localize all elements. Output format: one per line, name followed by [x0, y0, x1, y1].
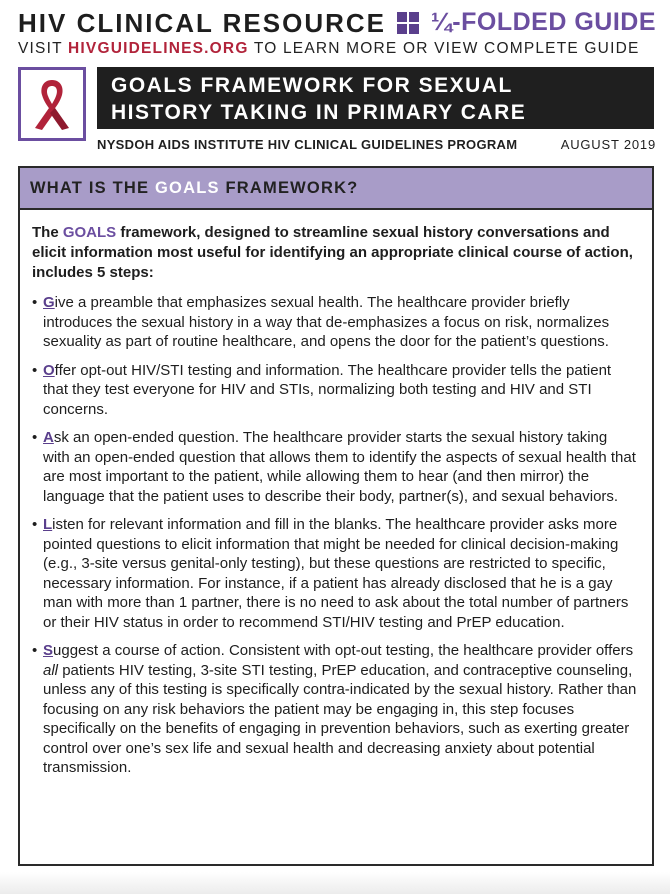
banner-title-line-1: GOALS FRAMEWORK FOR SEXUAL [111, 74, 513, 97]
step-letter: A [43, 429, 54, 446]
step-text: ive a preamble that emphasizes sexual health. The healthcare provider briefly introduces the sexual history in a way that de-emphasizes a focus on risk, normalizes sexuality as part of routine healthcare, and opens the door for the patient’s questions. [43, 294, 610, 350]
intro-goals: GOALS [62, 224, 117, 241]
step-text: isten for relevant information and fill in the blanks. The healthcare provider asks more pointed questions to elicit information that might be needed for clinical decision-making (e.g., 3-site versus genital-only testing), but these questions are restricted to specific, necessary information. For instance, if a patient has already disclosed that he is a gay man with more than 1 partner, there is no need to ask about the total number of partners or their HIV status in order to recommend STI/HIV testing and PrEP education. [43, 516, 629, 631]
intro-rest: framework, designed to streamline sexual history conversations and elicit information most useful for identifying an appropriate clinical course of action, includes 5 steps: [32, 224, 633, 281]
bullet: • [32, 516, 38, 533]
program-name: NYSDOH AIDS INSTITUTE HIV CLINICAL GUIDELINES PROGRAM [97, 137, 518, 152]
publication-date: AUGUST 2019 [560, 137, 656, 152]
intro-paragraph [32, 223, 638, 283]
bullet: • [32, 361, 38, 379]
step-offer [32, 361, 638, 420]
resource-title: HIV CLINICAL RESOURCE [18, 8, 386, 38]
heading-prefix: WHAT IS THE [30, 178, 150, 197]
heading-suffix: FRAMEWORK? [225, 178, 359, 197]
visit-line [18, 40, 640, 58]
step-suggest [32, 641, 638, 778]
quarter-fold-icon [397, 12, 419, 34]
bullet: • [32, 294, 38, 311]
program-line [97, 137, 656, 152]
step-text: sk an open-ended question. The healthcare provider starts the sexual history taking with an open-ended question that allows them to identify the aspects of sexual health that are most important to the patient, while allowing them to hear (and then mirror) the language that the patient uses to describe their body, partner(s), and sexual behaviors. [43, 429, 636, 505]
title-banner [97, 67, 654, 129]
awareness-ribbon-logo [18, 67, 86, 141]
bullet: • [32, 429, 38, 446]
step-text-after: patients HIV testing, 3-site STI testing, PrEP education, and contraceptive counseling, unless any of this testing is specifically contra-indicated by the sexual history. Rather than focusing on any risk behaviors the patient may be engaging in, this step focuses specifically on the benefits of engaging in prevention behaviors, such as exerting greater control over one’s sex life and sexual health and decreasing anxiety about potential transmission. [43, 661, 637, 776]
red-ribbon-icon [29, 76, 75, 132]
step-text-before: uggest a course of action. Consistent with opt-out testing, the healthcare provider offers [53, 642, 634, 659]
top-row [18, 6, 656, 42]
heading-highlight: GOALS [155, 178, 220, 197]
step-letter: O [43, 361, 55, 379]
visit-suffix: TO LEARN MORE OR VIEW COMPLETE GUIDE [253, 40, 640, 57]
step-give [32, 293, 638, 352]
guide-tag-label: ¼-FOLDED GUIDE [430, 8, 656, 36]
section-heading [20, 168, 652, 210]
visit-prefix: VISIT [18, 40, 63, 57]
step-listen [32, 515, 638, 632]
step-letter: S [43, 642, 54, 659]
website-link[interactable]: HIVGUIDELINES.ORG [68, 40, 249, 57]
bullet: • [32, 642, 38, 659]
step-letter: G [43, 294, 55, 311]
goals-panel [18, 166, 654, 866]
guide-tag [397, 8, 656, 37]
banner-title-line-2: HISTORY TAKING IN PRIMARY CARE [111, 101, 527, 124]
step-letter: L [43, 516, 53, 533]
panel-body [20, 210, 652, 778]
page-bottom-shadow [0, 872, 670, 894]
intro-prefix: The [32, 224, 59, 241]
step-ask [32, 428, 638, 506]
step-text-emphasis: all [43, 661, 59, 679]
step-text: ffer opt-out HIV/STI testing and information. The healthcare provider tells the patient that they test everyone for HIV and STIs, normalizing both testing and HIV and STI concerns. [43, 361, 612, 418]
